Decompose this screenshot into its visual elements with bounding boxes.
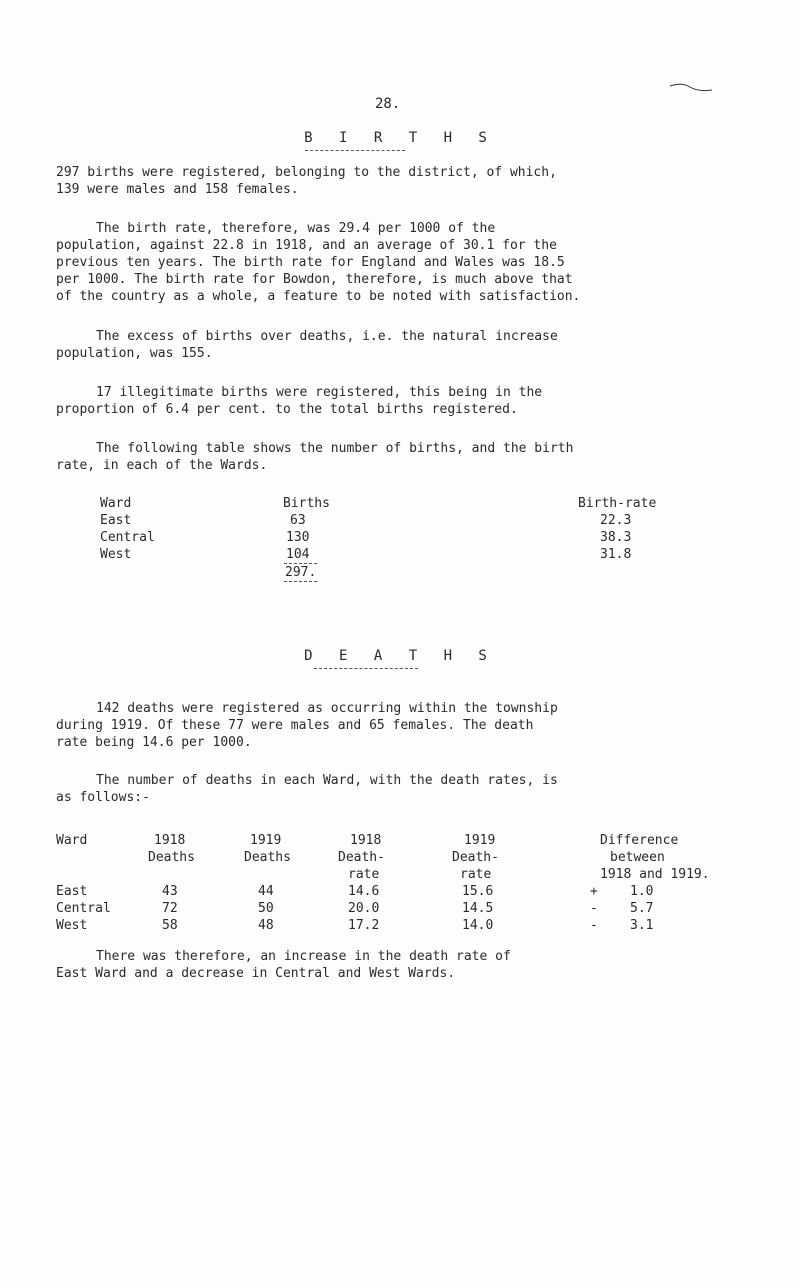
births-heading-underline — [305, 150, 405, 151]
births-col-ward-header: Ward — [100, 496, 132, 511]
deaths-heading-underline — [314, 668, 418, 669]
births-row-ward: West — [100, 547, 132, 562]
deaths-row-1918-deaths: 58 — [162, 918, 178, 933]
deaths-row-1919-deaths: 44 — [258, 884, 274, 899]
deaths-row-difference: 1.0 — [630, 884, 654, 899]
deaths-row-ward: East — [56, 884, 88, 899]
births-paragraph-3: The excess of births over deaths, i.e. the natural increase population, was 155. — [56, 329, 558, 361]
deaths-col-1918-deaths-header: 1918 — [154, 833, 186, 848]
deaths-row-1918-rate: 17.2 — [348, 918, 380, 933]
deaths-col-1919-rate-header: Death- — [452, 850, 499, 865]
deaths-col-1918-rate-header: rate — [348, 867, 380, 882]
deaths-row-1918-deaths: 43 — [162, 884, 178, 899]
births-row-ward: East — [100, 513, 132, 528]
deaths-col-difference-header: Difference — [600, 833, 679, 848]
births-row-births: 130 — [286, 530, 310, 545]
births-row-rate: 22.3 — [600, 513, 632, 528]
deaths-col-difference-header: 1918 and 1919. — [600, 867, 710, 882]
deaths-heading: D E A T H S — [304, 648, 496, 664]
deaths-col-1919-rate-header: 1919 — [464, 833, 496, 848]
births-paragraph-4: 17 illegitimate births were registered, this being in the proportion of 6.4 per cent. to the total births registered. — [56, 385, 543, 417]
deaths-col-1919-deaths-header: Deaths — [244, 850, 291, 865]
deaths-row-1918-rate: 20.0 — [348, 901, 380, 916]
deaths-row-1919-rate: 14.0 — [462, 918, 494, 933]
deaths-paragraph-2: The number of deaths in each Ward, with the death rates, is as follows:- — [56, 773, 558, 805]
deaths-col-1918-rate-header: Death- — [338, 850, 385, 865]
deaths-row-1918-deaths: 72 — [162, 901, 178, 916]
deaths-row-1919-rate: 14.5 — [462, 901, 494, 916]
deaths-col-ward-header: Ward — [56, 833, 88, 848]
deaths-row-1918-rate: 14.6 — [348, 884, 380, 899]
births-paragraph-1: 297 births were registered, belonging to the district, of which, 139 were males and 158 females. — [56, 165, 557, 197]
deaths-row-ward: West — [56, 918, 88, 933]
deaths-row-1919-deaths: 48 — [258, 918, 274, 933]
deaths-col-1918-deaths-header: Deaths — [148, 850, 195, 865]
births-row-ward: Central — [100, 530, 155, 545]
births-row-rate: 38.3 — [600, 530, 632, 545]
deaths-row-ward: Central — [56, 901, 111, 916]
deaths-row-sign: + — [590, 884, 598, 899]
births-col-births-header: Births — [283, 496, 330, 511]
births-heading: B I R T H S — [304, 130, 496, 146]
deaths-col-1918-rate-header: 1918 — [350, 833, 382, 848]
pen-tick-mark — [668, 80, 714, 94]
deaths-row-difference: 5.7 — [630, 901, 654, 916]
deaths-row-sign: - — [590, 918, 598, 933]
deaths-col-1919-deaths-header: 1919 — [250, 833, 282, 848]
births-row-births: 104 — [286, 547, 310, 562]
deaths-col-difference-header: between — [610, 850, 665, 865]
deaths-row-1919-rate: 15.6 — [462, 884, 494, 899]
deaths-row-difference: 3.1 — [630, 918, 654, 933]
births-row-rate: 31.8 — [600, 547, 632, 562]
births-row-births: 63 — [290, 513, 306, 528]
births-total: 297. — [285, 565, 317, 580]
deaths-paragraph-1: 142 deaths were registered as occurring within the township during 1919. Of these 77 were males and 65 females. The death rate being 14.6 per 1000. — [56, 701, 558, 750]
deaths-row-sign: - — [590, 901, 598, 916]
births-paragraph-2: The birth rate, therefore, was 29.4 per 1000 of the population, against 22.8 in 1918, and an average of 30.1 for the previous ten years. The birth rate for England and Wales was 18.5 per 1000. The birth rate for Bowdon, therefore, is much above that of the country as a whole, a feature to be noted with satisfaction. — [56, 221, 581, 304]
deaths-closing-paragraph: There was therefore, an increase in the death rate of East Ward and a decrease in Central and West Wards. — [56, 949, 511, 981]
births-col-rate-header: Birth-rate — [578, 496, 657, 511]
deaths-row-1919-deaths: 50 — [258, 901, 274, 916]
deaths-col-1919-rate-header: rate — [460, 867, 492, 882]
births-paragraph-5: The following table shows the number of births, and the birth rate, in each of the Wards. — [56, 441, 574, 473]
page-number: 28. — [375, 96, 401, 112]
